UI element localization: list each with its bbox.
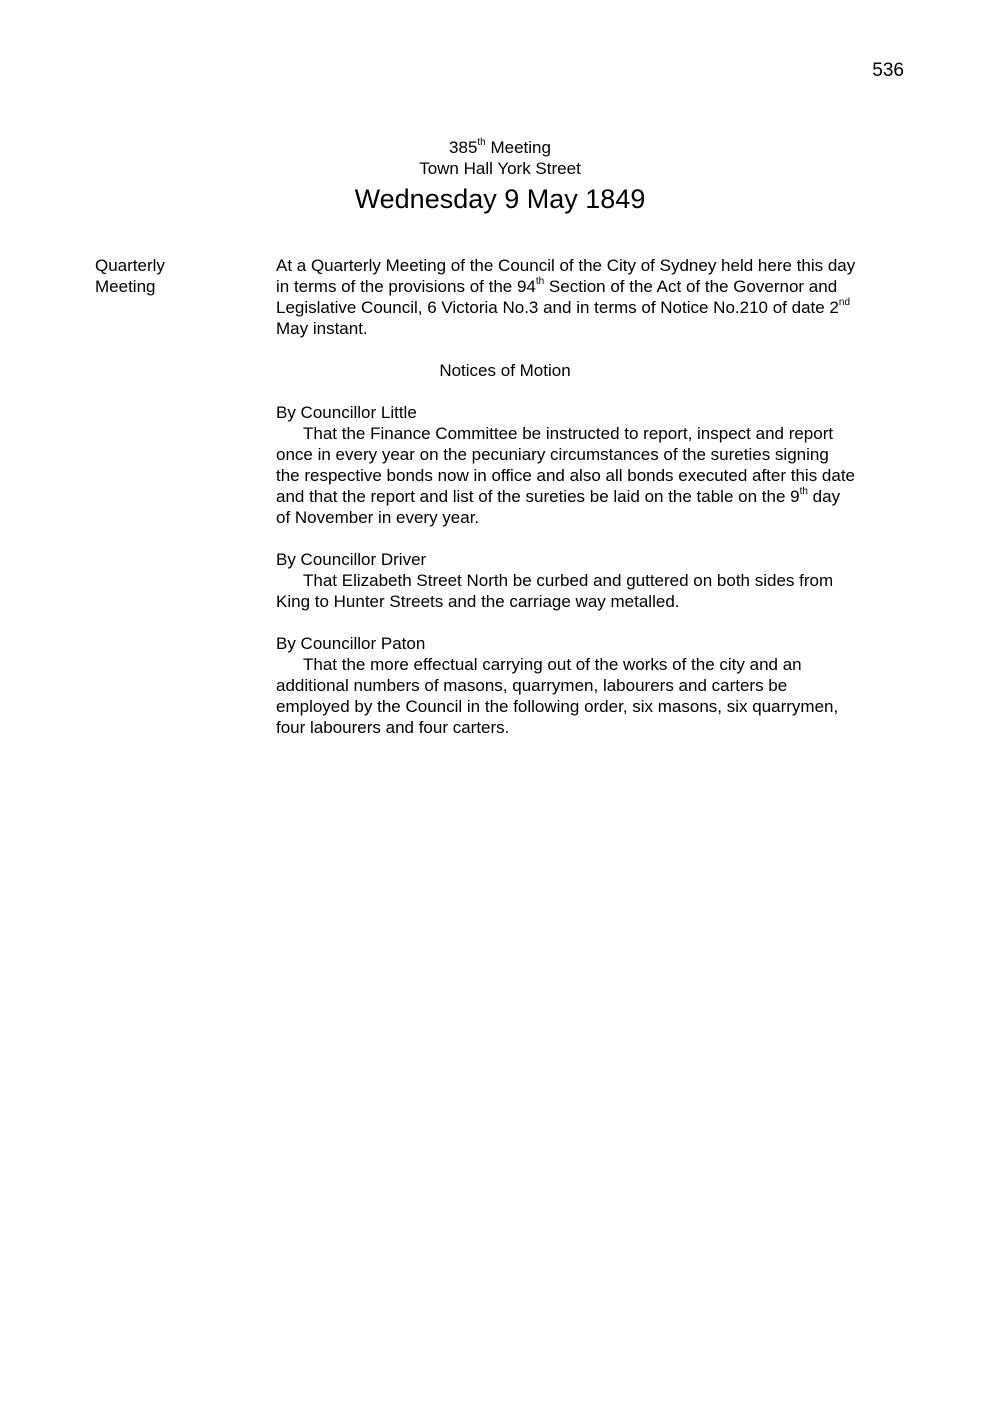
meeting-date: Wednesday 9 May 1849: [354, 184, 646, 214]
minutes-body: [276, 255, 856, 738]
meeting-number-value: 385: [449, 138, 478, 157]
meeting-word: Meeting: [485, 138, 551, 157]
meeting-number-suffix: th: [477, 137, 486, 149]
motion-text: That the more effectual carrying out of the works of the city and an additional numbers of masons, quarrymen, labourers and carters be employed by the Council in the following order, six masons, six quarrymen, four labourers and four carters.: [276, 655, 839, 737]
motion-text-2: day of November in every year.: [276, 487, 841, 527]
motion-little: [276, 402, 856, 528]
margin-note-line-2: Meeting: [95, 277, 156, 296]
meeting-number: [0, 137, 1000, 158]
motion-sup: th: [799, 486, 808, 498]
intro-text-2: Section of the Act of the Governor and Legislative Council, 6 Victoria No.3 and in terms of Notice No.210 of date 2: [276, 277, 839, 317]
margin-note: [95, 255, 255, 297]
motion-text: That Elizabeth Street North be curbed and guttered on both sides from King to Hunter Streets and the carriage way metalled.: [276, 571, 834, 611]
motion-mover: By Councillor Little: [276, 403, 417, 422]
motion-driver: [276, 549, 856, 612]
intro-sup-2: nd: [838, 297, 851, 309]
page-number: 536: [872, 60, 904, 81]
intro-sup-1: th: [535, 276, 545, 288]
motion-mover: By Councillor Paton: [276, 634, 426, 653]
motion-text-1: That the Finance Committee be instructed to report, inspect and report once in every year on the pecuniary circumstances of the sureties signing the respective bonds now in office and also all bonds executed after this date and that the report and list of the sureties be laid on the table on the 9: [276, 424, 856, 506]
motion-paton: [276, 633, 856, 738]
intro-text-3: May instant.: [276, 319, 368, 338]
meeting-location: Town Hall York Street: [419, 159, 581, 178]
motion-text: [276, 423, 856, 528]
meeting-heading: [0, 137, 1000, 216]
motion-mover: By Councillor Driver: [276, 550, 427, 569]
margin-note-line-1: Quarterly: [95, 256, 165, 275]
intro-text-1: At a Quarterly Meeting of the Council of the City of Sydney held here this day in terms of the provisions of the 94: [276, 256, 856, 296]
intro-paragraph: [276, 255, 856, 339]
notices-heading: Notices of Motion: [439, 361, 571, 380]
